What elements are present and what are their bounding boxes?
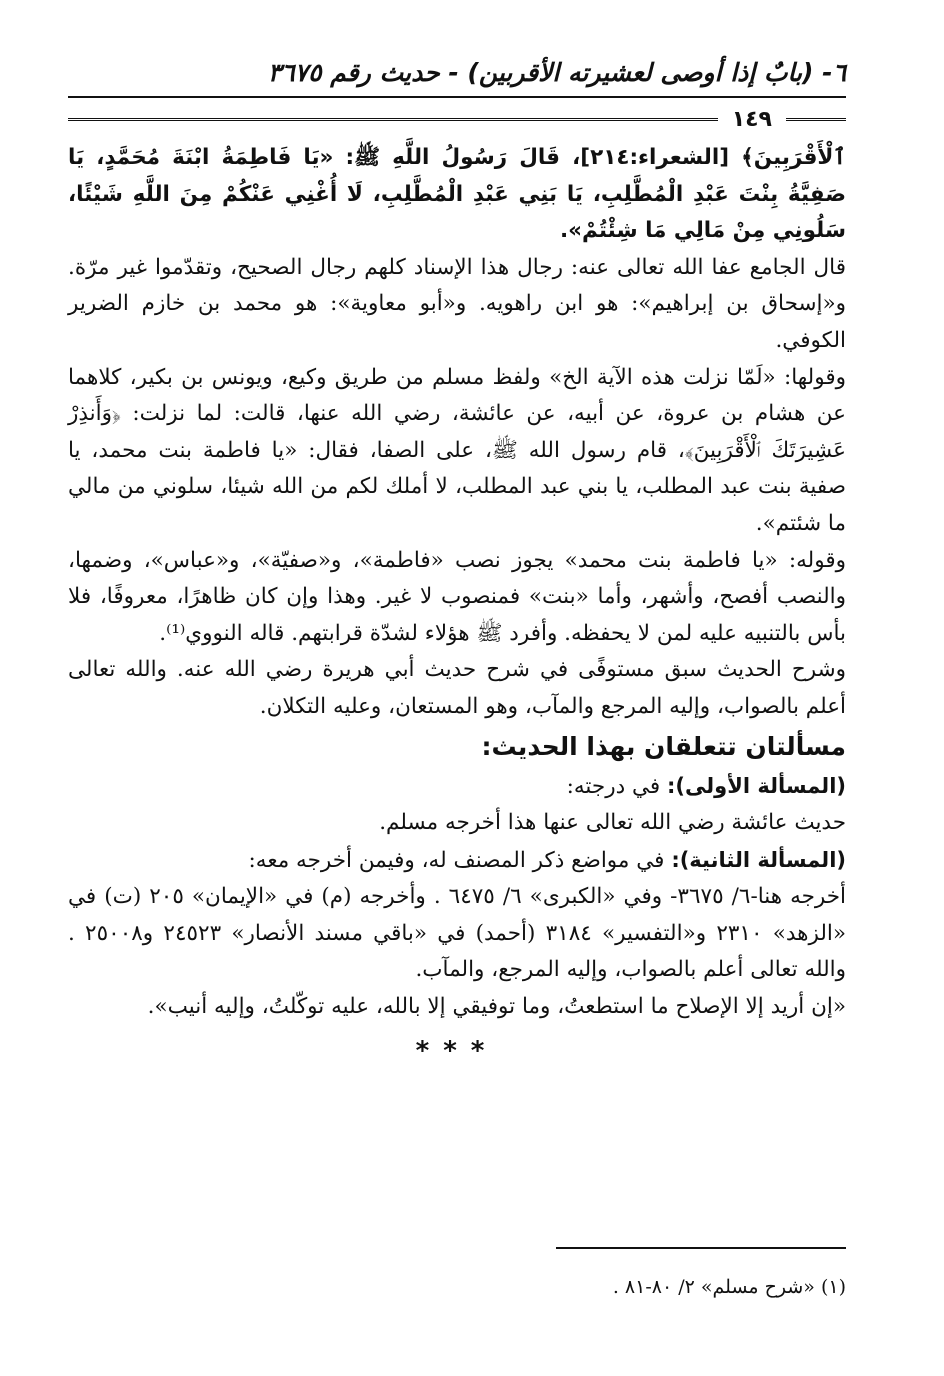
issue-one-heading — [68, 768, 846, 806]
paragraph-muslim-wording: وقولها: «لَمّا نزلت هذه الآية الخ» ولفظ مسلم من طريق وكيع، ويونس بن بكير، كلاهما عن هشام بن عروة، عن أبيه، عن عائشة، رضي الله عنها، قالت: لما نزلت: ﴿وَأَنذِرْ عَشِيرَتَكَ ٱلْأَقْرَبِينَ﴾، قام رسول الله ﷺ، على الصفا، فقال: «يا فاطمة بنت محمد، يا صفية بنت عبد المطلب، يا بني عبد المطلب، لا أملك لكم من الله شيئا، سلوني من مالي ما شئتم». — [68, 364, 846, 536]
issue-one-title: في درجته: — [566, 773, 661, 799]
issue-two-text: أخرجه هنا-٦/ ٣٦٧٥- وفي «الكبرى» ٦/ ٦٤٧٥ . وأخرجه (م) في «الإيمان» ٢٠٥ (ت) في «الزهد» ٢٣١٠ و«التفسير» ٣١٨٤ (أحمد) في «باقي مسند الأنصار» ٢٤٥٢٣ و٢٥٠٠٨ . والله تعالى أعلم بالصواب، وإليه المرجع، والمآب. — [68, 884, 847, 983]
page-body — [68, 140, 846, 1066]
issue-two-label: (المسألة الثانية): — [671, 847, 846, 872]
hadith-text: ٱلْأَقْرَبِينَ﴾ [الشعراء:٢١٤]، قَالَ رَسُولُ اللَّهِ ﷺ: «يَا فَاطِمَةُ ابْنَةَ مُحَمَّدٍ، يَا صَفِيَّةُ بِنْتَ عَبْدِ الْمُطَّلِبِ، يَا بَنِي عَبْدِ الْمُطَّلِبِ، لَا أُغْنِي عَنْكُمْ مِنَ اللَّهِ شَيْئًا، سَلُونِي مِنْ مَالِي مَا شِئْتُمْ». — [68, 145, 846, 244]
issue-one-label: (المسألة الأولى): — [667, 773, 846, 798]
page-number: ١٤٩ — [731, 106, 772, 132]
paragraph-narrators: قال الجامع عفا الله تعالى عنه: رجال هذا الإسناد كلهم رجال الصحيح، وتقدّموا غير مرّة. و«إسحاق بن إبراهيم»: هو ابن راهويه. و«أبو معاوية»: هو محمد بن خازم الضرير الكوفي. — [68, 254, 846, 353]
issue-two-heading — [68, 842, 846, 880]
closing-quote: «إن أريد إلا الإصلاح ما استطعتُ، وما توفيقي إلا بالله، عليه توكّلتُ، وإليه أنيب». — [147, 994, 846, 1020]
page-number-row — [68, 104, 846, 134]
paragraph-explanation: وشرح الحديث سبق مستوفًى في شرح حديث أبي هريرة رضي الله عنه. والله تعالى أعلم بالصواب، وإليه المرجع والمآب، وهو المستعان، وعليه التكلان. — [68, 657, 846, 719]
chapter-heading: ٦- (بابٌ إذا أوصى لعشيرته الأقربين) - حديث رقم ٣٦٧٥ — [267, 57, 846, 87]
section-divider-stars: *** — [415, 1035, 499, 1066]
paragraph-grammar-note: وقوله: «يا فاطمة بنت محمد» يجوز نصب «فاطمة»، و«صفيّة»، و«عباس»، وضمها، والنصب أفصح، وأشهر، وأما «بنت» فمنصوب لا غير. وهذا وإن كان ظاهرًا، معروفًا، فلا بأس بالتنبيه عليه لمن لا يحفظه. وأفرد ﷺ هؤلاء لشدّة قرابتهم. قاله النووي⁽¹⁾. — [68, 547, 846, 646]
issue-two-title: في مواضع ذكر المصنف له، وفيمن أخرجه معه: — [248, 847, 665, 873]
issue-one-text: حديث عائشة رضي الله تعالى عنها هذا أخرجه مسلم. — [379, 810, 846, 836]
section-title: مسألتان تتعلقان بهذا الحديث: — [481, 731, 846, 761]
page — [68, 52, 846, 1352]
footnote: (١) «شرح مسلم» ٢/ ٨٠-٨١ . — [612, 1276, 846, 1298]
footnote-rule — [556, 1247, 846, 1249]
header-rule-left — [68, 118, 718, 121]
header-rule-right — [786, 118, 846, 121]
running-header — [68, 52, 846, 98]
